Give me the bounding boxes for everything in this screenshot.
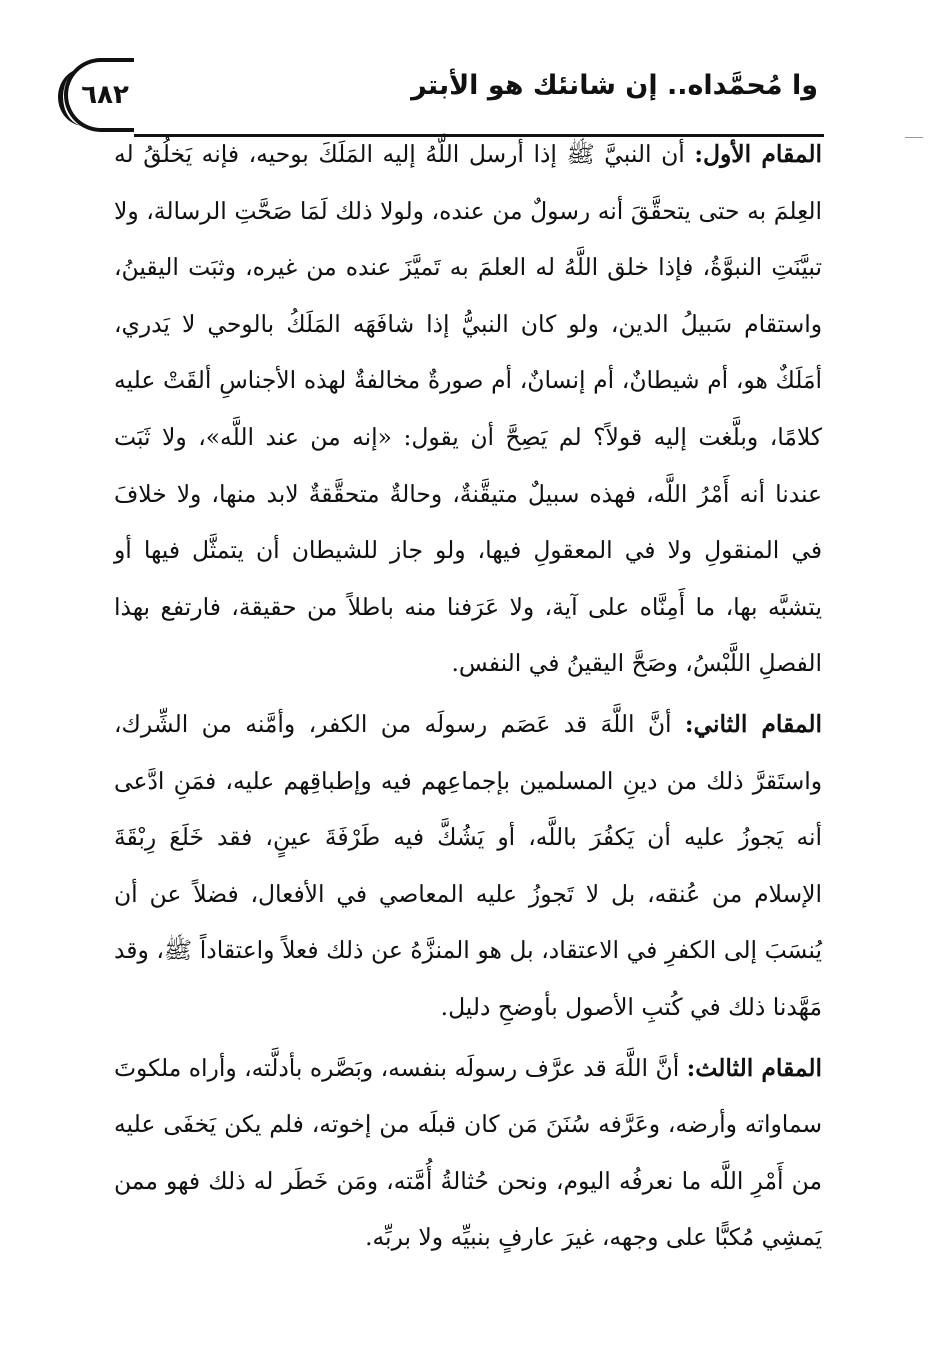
paragraph-heading: المقام الأول: xyxy=(694,140,822,168)
body-text xyxy=(114,126,822,1266)
page-number: ٦٨٢ xyxy=(81,80,129,110)
paragraph-text: أنَّ اللَّهَ قد عرَّف رسولَه بنفسه، وبَصَّره بأدلَّته، وأراه ملكوتَ سماواته وأرضه، وعَرَّفه سُنَنَ مَن كان قبلَه من إخوته، فلم يكن يَخفَى عليه من أَمْرِ اللَّه ما نعرفُه اليوم، ونحن حُثالةُ أُمَّته، ومَن خَطَر له ذلك فهو ممن يَمشِي مُكبًّا على وجهه، غيرَ عارفٍ بنبيِّه ولا بربِّه. xyxy=(114,1053,822,1252)
margin-mark xyxy=(905,137,923,138)
paragraph-text: أنَّ اللَّهَ قد عَصَم رسولَه من الكفر، وأمَّنه من الشِّرك، واستَقرَّ ذلك من دينِ المسلمين بإجماعِهم فيه وإطباقِهم عليه، فمَنِ ادَّعى أنه يَجوزُ عليه أن يَكفُرَ باللَّه، أو يَشُكَّ فيه طَرْفَةَ عينٍ، فقد خَلَعَ رِبْقَةَ الإسلام من عُنقه، بل لا تَجوزُ عليه المعاصي في الأفعال، فضلاً عن أن يُنسَبَ إلى الكفرِ في الاعتقاد، بل هو المنزَّهُ عن ذلك فعلاً واعتقاداً ﷺ، وقد مَهَّدنا ذلك في كُتبِ الأصول بأوضحِ دليل. xyxy=(114,709,822,1021)
paragraph-first-station xyxy=(114,126,822,692)
paragraph-second-station xyxy=(114,696,822,1036)
paragraph-heading: المقام الثالث: xyxy=(686,1053,822,1082)
running-title: وا مُحمَّداه.. إن شانئك هو الأبتر xyxy=(411,70,818,101)
paragraph-text: أن النبيَّ ﷺ إذا أرسل اللَّهُ إليه المَلَكَ بوحيه، فإنه يَخلُقُ له العِلمَ به حتى يتحقَّقَ أنه رسولٌ من عنده، ولولا ذلك لَمَا صَحَّتِ الرسالة، ولا تبيَّنَتِ النبوَّةُ، فإذا خلق اللَّهُ له العلمَ به تَميَّزَ عنده من غيره، وثبَت اليقينُ، واستقام سَبيلُ الدين، ولو كان النبيُّ إذا شافَهَه المَلَكُ بالوحي لا يَدري، أمَلَكٌ هو، أم شيطانٌ، أم إنسانٌ، أم صورةٌ مخالفةٌ لهذه الأجناسِ ألقَتْ عليه كلامًا، وبلَّغت إليه قولاً؟ لم يَصِحَّ أن يقول: «إنه من عند اللَّه»، ولا ثَبَت عندنا أنه أَمْرُ اللَّه، فهذه سبيلٌ متيقَّنةٌ، وحالةٌ متحقَّقةٌ لابد منها، ولا خلافَ في المنقولِ ولا في المعقولِ فيها، ولو جاز للشيطان أن يتمثَّل فيها أو يتشبَّه بها، ما أَمِنَّاه على آية، ولا عَرَفنا منه باطلاً من حقيقة، فارتفع بهذا الفصلِ اللَّبْسُ، وصَحَّ اليقينُ في النفس. xyxy=(114,140,822,678)
page-number-frame xyxy=(64,58,134,132)
paragraph-third-station xyxy=(114,1040,822,1266)
paragraph-heading: المقام الثاني: xyxy=(684,709,822,738)
